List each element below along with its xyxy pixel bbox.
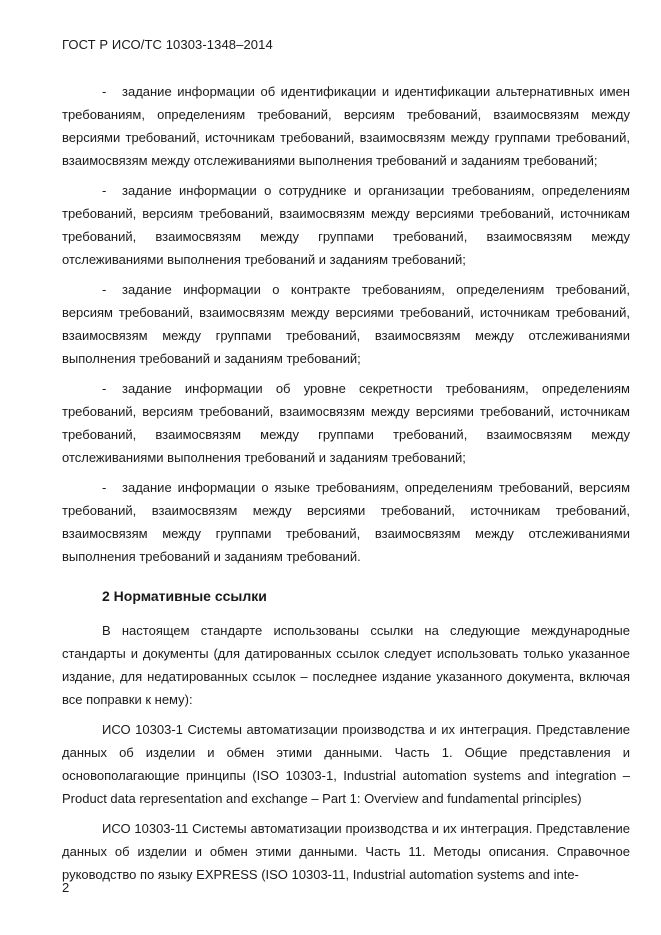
- reference-paragraph: ИСО 10303-11 Системы автоматизации производства и их интеграция. Представление данных об изделии и обмен этими данными. Часть 11. Методы описания. Справочное руководство по языку EXPRESS (ISO 10303-11, Industrial automation systems and inte-: [62, 821, 630, 882]
- list-item-text: задание информации о сотруднике и организации требованиям, определениям требований, версиям требований, взаимосвязям между версиями требований, источникам требований, взаимосвязям между группами требований, взаимосвязям между отслеживаниями выполнения требований и заданиям требований;: [62, 183, 630, 267]
- reference-paragraph: ИСО 10303-1 Системы автоматизации производства и их интеграция. Представление данных об изделии и обмен этими данными. Часть 1. Общие представления и основополагающие принципы (ISO 10303-1, Industrial automation systems and integration – Product data representation and exchange – Part 1: Overview and fundamental principles): [62, 722, 630, 806]
- list-item: [62, 278, 630, 370]
- document-body: [62, 80, 630, 886]
- section-heading: 2 Нормативные ссылки: [102, 588, 267, 604]
- list-item-text: задание информации об уровне секретности требованиям, определениям требований, версиям требований, взаимосвязям между версиями требований, источникам требований, взаимосвязям между группами требований, взаимосвязям между отслеживаниями выполнения требований и заданиям требований;: [62, 381, 630, 465]
- list-bullet: -: [102, 183, 107, 198]
- body-paragraph: В настоящем стандарте использованы ссылки на следующие международные стандарты и документы (для датированных ссылок следует использовать только указанное издание, для недатированных ссылок – последнее издание указанного документа, включая все поправки к нему):: [62, 623, 630, 707]
- list-item-text: задание информации о языке требованиям, определениям требований, версиям требований, взаимосвязям между версиями требований, источникам требований, взаимосвязям между группами требований, взаимосвязям между отслеживаниями выполнения требований и заданиям требований.: [62, 480, 630, 564]
- list-item: [62, 80, 630, 172]
- list-item-text: задание информации об идентификации и идентификации альтернативных имен требованиям, определениям требований, версиям требований, взаимосвязям между версиями требований, источникам требований, взаимосвязям между группами требований, взаимосвязям между отслеживаниями выполнения требований и заданиям требований;: [62, 84, 630, 168]
- list-item: [62, 476, 630, 568]
- list-bullet: -: [102, 84, 107, 99]
- list-item: [62, 179, 630, 271]
- list-bullet: -: [102, 282, 107, 297]
- list-item: [62, 377, 630, 469]
- list-item-text: задание информации о контракте требованиям, определениям требований, версиям требований, взаимосвязям между версиями требований, источникам требований, взаимосвязям между группами требований, взаимосвязям между отслеживаниями выполнения требований и заданиям требований;: [62, 282, 630, 366]
- list-bullet: -: [102, 381, 107, 396]
- page-number: 2: [62, 880, 70, 895]
- document-header: ГОСТ Р ИСО/ТС 10303-1348–2014: [62, 37, 273, 52]
- list-bullet: -: [102, 480, 107, 495]
